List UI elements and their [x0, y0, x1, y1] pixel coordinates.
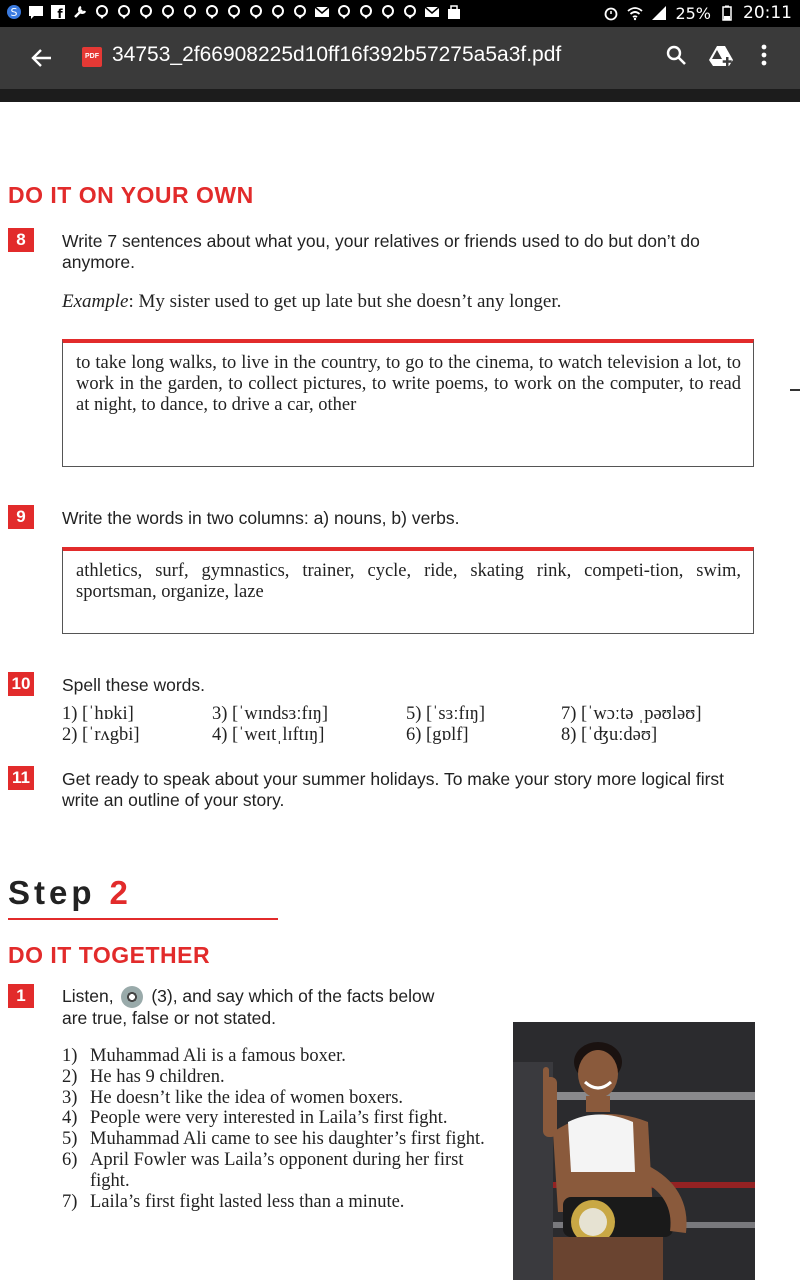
location-icon	[402, 4, 418, 20]
facts-list	[62, 1046, 502, 1212]
section-heading-do-it-together: DO IT TOGETHER	[8, 942, 211, 968]
phonetic-word-8: 8) [ˈʤuːdəʊ]	[561, 725, 658, 745]
step-number: 2	[109, 874, 128, 911]
location-icon	[204, 4, 220, 20]
location-icon	[248, 4, 264, 20]
task-1-text-before: Listen,	[62, 986, 114, 1006]
boxer-illustration	[513, 1022, 755, 1280]
task-11-instruction: Get ready to speak about your summer holidays. To make your story more logical first write an outline of your story.	[62, 769, 725, 810]
step-underline	[8, 918, 278, 920]
overflow-menu-button[interactable]	[750, 44, 778, 72]
task-number-1: 1	[8, 984, 34, 1008]
search-button[interactable]	[662, 44, 690, 72]
section-heading-do-it-on-your-own: DO IT ON YOUR OWN	[8, 182, 254, 208]
pdf-page[interactable]	[0, 102, 800, 1280]
list-item: 1) Muhammad Ali is a famous boxer.	[62, 1046, 346, 1066]
location-icon	[380, 4, 396, 20]
list-item: 7) Laila’s first fight lasted less than a minute.	[62, 1191, 405, 1212]
battery-percent: 25%	[675, 3, 711, 23]
phonetic-word-3: 3) [ˈwɪndsɜːfɪŋ]	[212, 704, 329, 724]
app-bar-shadow	[0, 89, 800, 102]
document-title: 34753_2f66908225d10ff16f392b57275a5a3f.pdf	[112, 43, 562, 66]
task-8-word-box: to take long walks, to live in the country, to go to the cinema, to watch television a lot, to work in the garden, to collect pictures, to write poems, to work on the computer, to read at night, to dance, to drive a car, other	[62, 339, 754, 467]
task-9-word-box: athletics, surf, gymnastics, trainer, cycle, ride, skating rink, competi-tion, swim, sportsman, organize, laze	[62, 547, 754, 634]
example-text: : My sister used to get up late but she doesn’t any longer.	[128, 291, 562, 312]
more-vert-icon	[761, 44, 767, 66]
task-8-example	[62, 291, 762, 313]
search-icon	[665, 44, 687, 66]
phonetic-word-5: 5) [ˈsɜːfɪŋ]	[406, 704, 486, 724]
arrow-left-icon	[31, 47, 53, 69]
task-number-10: 10	[8, 672, 34, 696]
location-icon	[160, 4, 176, 20]
task-10-instruction: Spell these words.	[62, 675, 205, 695]
phonetic-word-4: 4) [ˈweɪtˌlɪftɪŋ]	[212, 725, 325, 745]
list-item: 2) He has 9 children.	[62, 1066, 225, 1087]
location-icon	[94, 4, 110, 20]
facebook-icon	[50, 4, 66, 20]
location-icon	[358, 4, 374, 20]
boxer-photo	[513, 1022, 755, 1280]
google-drive-add-icon	[709, 44, 735, 68]
mail-icon	[424, 4, 440, 20]
list-item: 4) People were very interested in Laila’s first fight.	[62, 1108, 448, 1129]
back-button[interactable]	[26, 42, 58, 74]
system-indicators	[603, 3, 792, 23]
task-1-instruction	[62, 986, 452, 1029]
phonetic-word-1: 1) [ˈhɒki]	[62, 704, 134, 724]
notification-icons	[6, 4, 462, 20]
step-label: Step	[8, 874, 96, 911]
pdf-file-icon: PDF	[82, 47, 102, 67]
svg-text:S: S	[10, 6, 18, 19]
example-label: Example	[62, 291, 129, 312]
svg-text:f: f	[57, 7, 63, 20]
step-title	[8, 874, 128, 912]
location-icon	[116, 4, 132, 20]
list-item: 3) He doesn’t like the idea of women boxers.	[62, 1087, 404, 1108]
task-9-instruction: Write the words in two columns: a) nouns, b) verbs.	[62, 508, 460, 528]
task-number-11: 11	[8, 766, 34, 790]
signal-icon	[651, 5, 667, 21]
page-edge-mark	[790, 389, 800, 391]
mail-icon	[314, 4, 330, 20]
phonetic-word-2: 2) [ˈrʌgbi]	[62, 725, 140, 745]
add-to-drive-button[interactable]	[708, 44, 736, 72]
status-bar	[0, 0, 800, 27]
app-bar	[0, 27, 800, 89]
phonetic-word-7: 7) [ˈwɔːtə ˌpəʊləʊ]	[561, 704, 702, 724]
task-1-text-after: (3), and say which of the facts below are true, false or not stated.	[62, 986, 435, 1029]
task-8-instruction: Write 7 sentences about what you, your relatives or friends used to do but don’t do anymore.	[62, 231, 700, 272]
message-icon	[28, 4, 44, 20]
bag-icon	[446, 4, 462, 20]
location-icon	[226, 4, 242, 20]
alarm-icon	[603, 5, 619, 21]
location-icon	[292, 4, 308, 20]
phonetic-word-6: 6) [gɒlf]	[406, 725, 469, 745]
audio-cd-icon	[121, 986, 143, 1008]
wrench-icon	[72, 4, 88, 20]
app-s-icon	[6, 4, 22, 20]
task-number-8: 8	[8, 228, 34, 252]
location-icon	[182, 4, 198, 20]
location-icon	[270, 4, 286, 20]
task-number-9: 9	[8, 505, 34, 529]
wifi-icon	[627, 5, 643, 21]
list-item: 6) April Fowler was Laila’s opponent during her first fight.	[62, 1149, 464, 1191]
location-icon	[138, 4, 154, 20]
list-item: 5) Muhammad Ali came to see his daughter’s first fight.	[62, 1129, 485, 1150]
location-icon	[336, 4, 352, 20]
battery-icon	[719, 5, 735, 21]
clock: 20:11	[743, 3, 792, 23]
